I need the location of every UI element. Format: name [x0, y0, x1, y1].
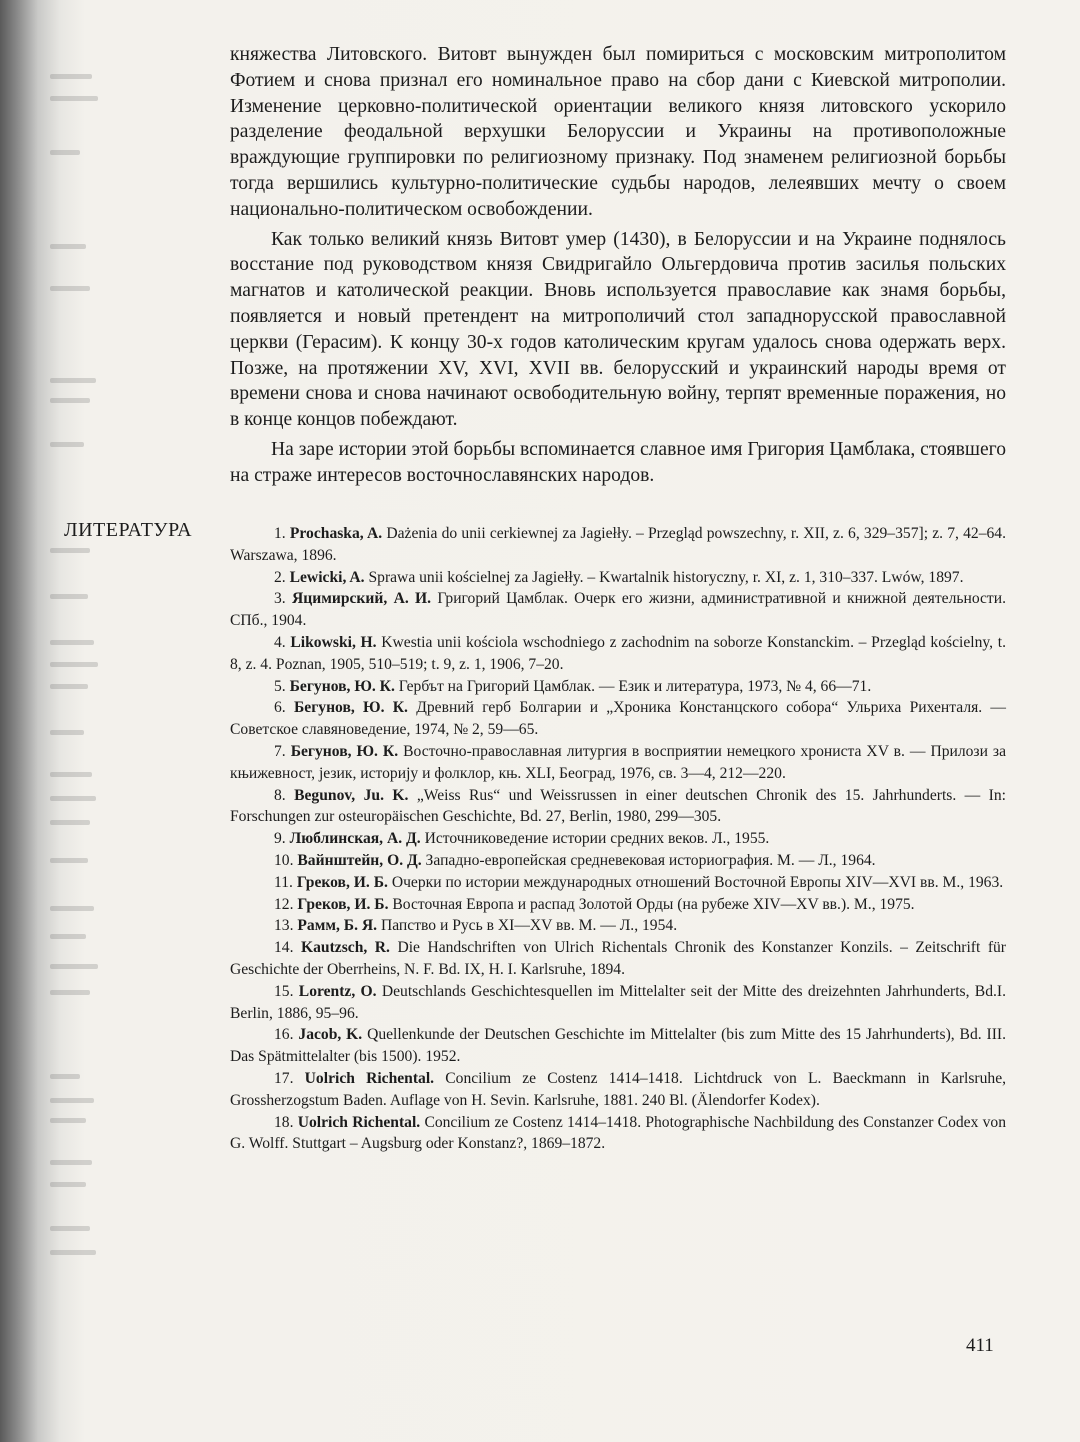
reference-author: Begunov, Ju. K. — [294, 786, 409, 804]
reference-author: Lewicki, A. — [289, 568, 365, 586]
reference-text: Kwestia unii kościola wschodniego z zachodnim na soborze Konstanckim. – Przegląd kościelny, t. 8, z. 4. Poznan, 1905, 510–519; t. 9, z. 1, 1906, 7–20. — [230, 633, 1006, 673]
reference-number: 1. — [274, 525, 286, 542]
reference-number: 17. — [274, 1069, 294, 1087]
reference-author: Люблинская, А. Д. — [289, 830, 421, 848]
reference-item — [230, 1112, 1006, 1156]
reference-author: Бегунов, Ю. К. — [289, 677, 395, 695]
reference-item — [230, 567, 1006, 589]
reference-author: Uolrich Richental. — [297, 1113, 421, 1131]
reference-item — [230, 894, 1006, 916]
reference-text: Очерки по истории международных отношений Восточной Европы XIV—XVI вв. М., 1963. — [391, 873, 1004, 891]
reference-text: Восточно-православная литургия в восприятии немецкого хрониста XV в. — Прилози за књижевност, језик, историју и фолклор, књ. XLI, Београд, 1976, св. 3—4, 212—220. — [230, 742, 1006, 782]
reference-text: Concilium ze Costenz 1414–1418. Lichtdruck von L. Baeckmann in Karlsruhe, Grossherzogstum Baden. Auflage von H. Sevin. Karlsruhe, 1881. 240 Bl. (Älendorfer Kodex). — [230, 1069, 1007, 1109]
reference-number: 14. — [274, 939, 294, 957]
reference-number: 4. — [274, 633, 286, 651]
reference-text: Источниковедение истории средних веков. Л., 1955. — [424, 830, 770, 848]
reference-author: Uolrich Richental. — [304, 1069, 435, 1087]
reference-list — [230, 523, 1006, 1155]
reference-number: 5. — [274, 677, 286, 695]
reference-author: Рамм, Б. Я. — [297, 917, 378, 935]
paragraph: На заре истории этой борьбы вспоминается славное имя Григория Цамблака, стоявшего на страже интересов восточнославянских народов. — [230, 438, 1006, 486]
reference-number: 2. — [274, 568, 286, 586]
reference-number: 6. — [274, 699, 286, 717]
page-number: 411 — [966, 1335, 994, 1356]
reference-author: Kautzsch, R. — [301, 939, 390, 957]
reference-text: Quellenkunde der Deutschen Geschichte im Mittelalter (bis zum Mitte des 15 Jahrhunderts), Bd. III. Das Spätmittelalter (bis 1500). 1952. — [230, 1026, 1007, 1066]
reference-item — [230, 850, 1006, 872]
reference-author: Prochaska, A. — [289, 525, 383, 542]
reference-text: Гербът на Григорий Цамблак. — Език и литература, 1973, № 4, 66—71. — [398, 677, 872, 695]
reference-number: 11. — [274, 873, 293, 891]
reference-author: Jacob, K. — [298, 1026, 363, 1044]
literature-heading: ЛИТЕРАТУРА — [64, 519, 193, 541]
reference-text: Dażenia do unii cerkiewnej za Jagiełły. – Przegląd powszechny, r. XII, z. 6, 329–357]; z. 7, 42–64. Warszawa, 1896. — [230, 525, 1006, 564]
reference-author: Бегунов, Ю. К. — [293, 699, 408, 717]
reference-author: Lorentz, O. — [298, 982, 377, 1000]
reference-item — [230, 523, 1006, 567]
reference-item — [230, 785, 1006, 829]
paragraph: Как только великий князь Витовт умер (1430), в Белоруссии и на Украине поднялось восстание под руководством князя Свидригайло Ольгердовича против засилья польских магнатов и католической реакции. Вновь используется православие как знамя борьбы, появляется и новый претендент на митрополичий стол западнорусской православной церкви (Герасим). К концу 30-х годов католическим кругам удалось снова одержать верх. Позже, на протяжении XV, XVI, XVII вв. белорусский и украинский народы время от времени снова и снова начинают освободительную войну, терпят временные поражения, но в конце концов побеждают. — [230, 228, 1006, 431]
reference-author: Likowski, H. — [290, 633, 377, 651]
reference-item — [230, 588, 1006, 632]
reference-number: 7. — [274, 742, 286, 760]
reference-number: 10. — [274, 851, 294, 869]
reference-text: Sprawa unii kościelnej za Jagiełły. – Kwartalnik historyczny, r. XI, z. 1, 310–337. Lwów, 1897. — [368, 568, 964, 586]
reference-item — [230, 937, 1006, 981]
reference-text: Die Handschriften von Ulrich Richentals Chronik des Konstanzer Konzils. – Zeitschrift für Geschichte der Oberrheins, N. F. Bd. IX, H. I. Karlsruhe, 1894. — [230, 939, 1006, 978]
reference-item — [230, 828, 1006, 850]
reference-author: Бегунов, Ю. К. — [290, 742, 399, 760]
reference-text: Deutschlands Geschichtesquellen im Mittelalter seit der Mitte des dreizehnten Jahrhunderts, Bd.I. Berlin, 1886, 95–96. — [230, 982, 1006, 1022]
paragraph: княжества Литовского. Витовт вынужден был помириться с московским митрополитом Фотием и снова признал его номинальное право на сбор дани с Киевской митрополии. Изменение церковно-политической ориентации великого князя литовского ускорило разделение феодальной верхушки Белоруссии и Украины на противоположные враждующие группировки по религиозному признаку. Под знаменем религиозной борьбы тогда вершились культурно-политические судьбы народов, лелеявших мечту о своем национально-политическом освобождении. — [230, 44, 1006, 220]
reference-author: Греков, И. Б. — [296, 873, 388, 891]
reference-author: Вайнштейн, О. Д. — [297, 851, 422, 869]
reference-item — [230, 981, 1006, 1025]
reference-item — [230, 1068, 1006, 1112]
reference-author: Греков, И. Б. — [297, 895, 389, 913]
reference-text: „Weiss Rus“ und Weissrussen in einer deutschen Chronik des 15. Jahrhunderts. — In: Forschungen zur osteuropäischen Geschichte, Bd. 27, Berlin, 1980, 299—305. — [230, 786, 1006, 826]
reference-item — [230, 741, 1006, 785]
bleed-through-shadow — [0, 0, 120, 1442]
reference-number: 12. — [274, 895, 294, 913]
reference-item — [230, 697, 1006, 741]
reference-text: Восточная Европа и распад Золотой Орды (на рубеже XIV—XV вв.). М., 1975. — [392, 895, 915, 913]
reference-author: Яцимирский, А. И. — [292, 590, 432, 608]
reference-item — [230, 1024, 1006, 1068]
reference-item — [230, 872, 1006, 894]
reference-item — [230, 915, 1006, 937]
reference-number: 18. — [274, 1113, 294, 1131]
reference-text: Западно-европейская средневековая историография. М. — Л., 1964. — [425, 851, 876, 869]
reference-text: Папство и Русь в XI—XV вв. М. — Л., 1954. — [380, 917, 678, 935]
reference-text: Григорий Цамблак. Очерк его жизни, административной и книжной деятельности. СПб., 1904. — [230, 590, 1006, 630]
reference-number: 13. — [274, 917, 294, 935]
reference-number: 3. — [274, 590, 286, 608]
reference-item — [230, 632, 1006, 676]
reference-item — [230, 676, 1006, 698]
reference-text: Древний герб Болгарии и „Хроника Констанцского собора“ Ульриха Рихенталя. — Советское славяноведение, 1974, № 2, 59—65. — [230, 699, 1007, 739]
reference-number: 9. — [274, 830, 286, 848]
reference-number: 8. — [274, 786, 286, 804]
body-text — [230, 42, 1006, 493]
reference-number: 15. — [274, 982, 294, 1000]
reference-number: 16. — [274, 1026, 294, 1044]
reference-text: Concilium ze Costenz 1414–1418. Photographische Nachbildung des Constanzer Codex von G. Wolff. Stuttgart – Augsburg oder Konstanz?, 1869–1872. — [230, 1113, 1006, 1153]
